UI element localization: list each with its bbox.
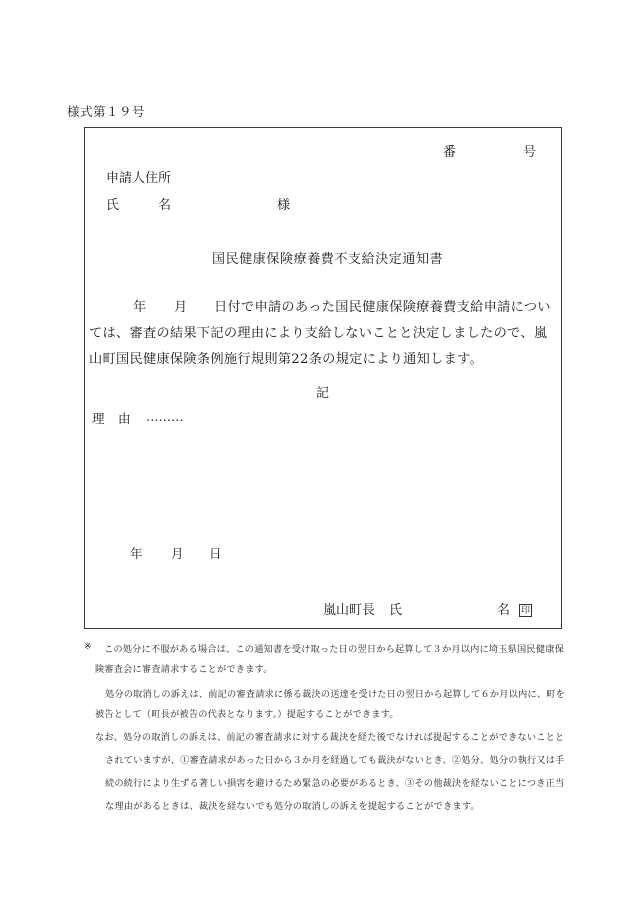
notes-p3-line1: なお、処分の取消しの訴えは、前記の審査請求に対する裁決を経た後でなければ提起することができないことと bbox=[95, 732, 565, 743]
notes-mark: ※ bbox=[84, 641, 92, 652]
applicant-address-label: 申請人住所 bbox=[106, 171, 172, 186]
notes-p2-line1: 処分の取消しの訴えは、前記の審査請求に係る裁決の送達を受けた日の翌日から起算して６か月以内に、町を bbox=[105, 689, 565, 700]
notes-p1-line2: 険審査会に審査請求することができます。 bbox=[95, 664, 273, 675]
notes-p1-line1: この処分に不服がある場合は、この通知書を受け取った日の翌日から起算して３か月以内に埼玉県国民健康保 bbox=[104, 644, 564, 655]
applicant-honorific: 様 bbox=[277, 198, 291, 213]
issue-date-month: 月 bbox=[171, 546, 184, 561]
body-date-month: 月 bbox=[174, 300, 188, 315]
issuer-title: 嵐山町長 bbox=[323, 603, 376, 618]
applicant-name-label-2: 名 bbox=[158, 198, 172, 213]
notice-frame bbox=[84, 127, 562, 629]
body-line-1: 日付で申請のあった国民健康保険療養費支給申請につい bbox=[214, 300, 551, 315]
issue-date-day: 日 bbox=[209, 546, 222, 561]
issuer-name-label-1: 氏 bbox=[389, 603, 403, 618]
reason-value: ……… bbox=[146, 409, 184, 424]
notes-p3-line2: されていますが、①審査請求があった日から３か月を経過しても裁決がないとき、②処分、処分の執行又は手 bbox=[105, 755, 565, 766]
document-title: 国民健康保険療養費不支給決定通知書 bbox=[212, 252, 444, 267]
notes-p2-line2: 被告として（町長が被告の代表となります。）提起することができます。 bbox=[95, 709, 399, 720]
number-label-go: 号 bbox=[523, 145, 537, 160]
reason-label-1: 理 bbox=[92, 411, 105, 426]
ki-heading: 記 bbox=[316, 386, 330, 401]
body-line-3: 山町国民健康保険条例施行規則第22条の規定により通知します。 bbox=[89, 352, 483, 367]
issuer-name-label-2: 名 bbox=[497, 603, 511, 618]
form-number: 様式第１９号 bbox=[67, 104, 146, 119]
body-line-2: ては、審査の結果下記の理由により支給しないことと決定しましたので、嵐 bbox=[89, 326, 548, 341]
notes-p3-line4: な理由があるときは、裁決を経ないでも処分の取消しの訴えを提起することができます。 bbox=[105, 801, 480, 812]
seal-stamp-icon: 印 bbox=[520, 606, 530, 616]
reason-label-2: 由 bbox=[118, 411, 131, 426]
number-label-ban: 番 bbox=[443, 145, 457, 160]
body-date-year: 年 bbox=[133, 300, 147, 315]
applicant-name-label-1: 氏 bbox=[106, 198, 120, 213]
notes-p3-line3: 続の続行により生ずる著しい損害を避けるため緊急の必要があるとき、③その他裁決を経ないことにつき正当 bbox=[105, 778, 565, 789]
issue-date-year: 年 bbox=[130, 546, 143, 561]
